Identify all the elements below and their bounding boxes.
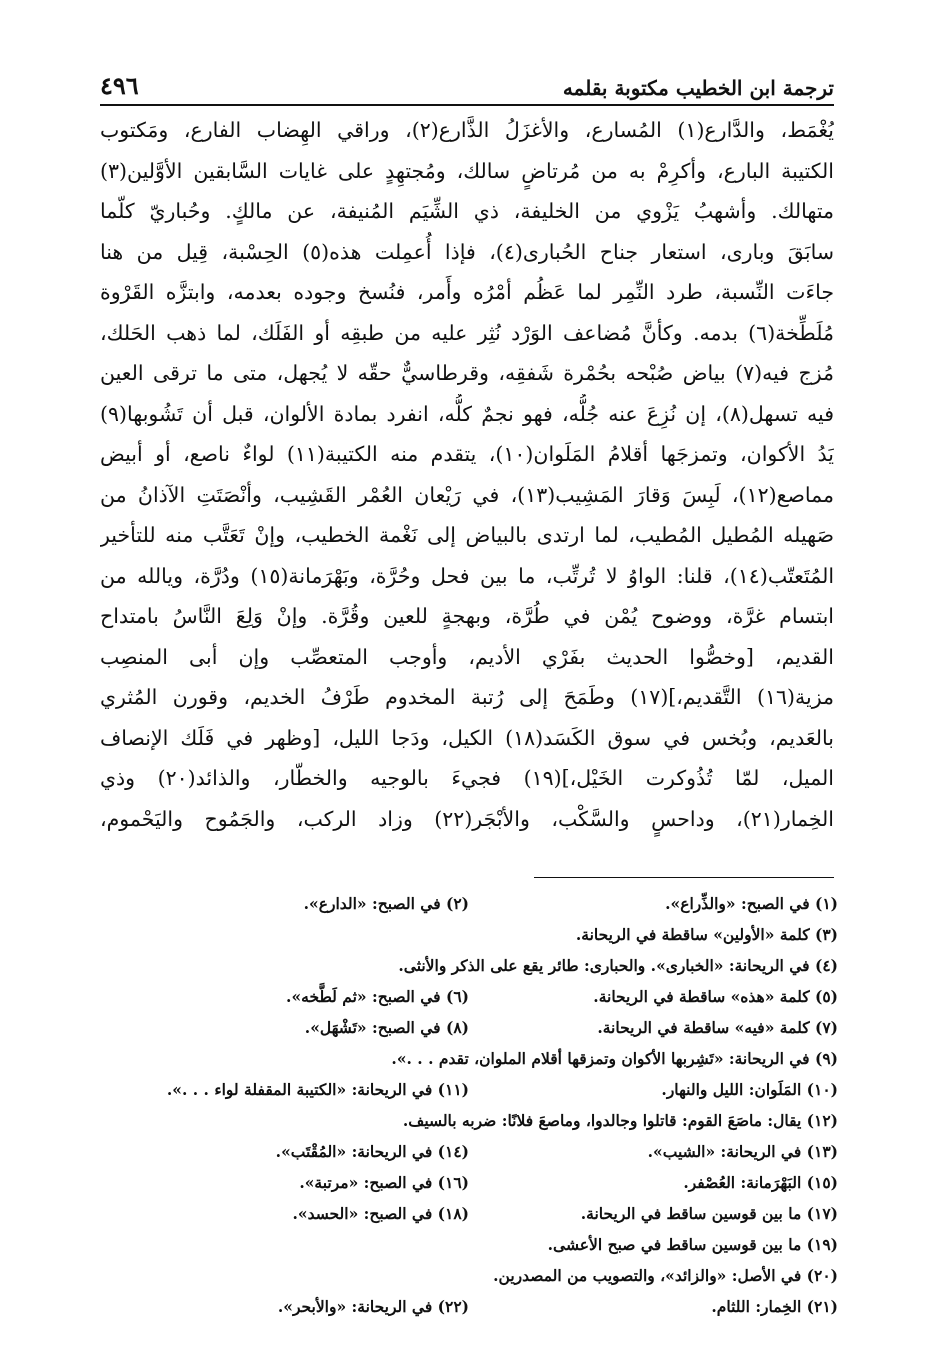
text-line: مُزج فيه(٧) بياض صُبْحه بحُمْرة شَفقِه، وقرطاسيٌّ حقّه لا يُجهل، متى ما ترقى العين [100,361,834,385]
footnote: (١٩) ما بين قوسين ساقط في صبح الأعشى. [547,1235,838,1254]
footnote: (٢٢) في الريحانة: «والأبحر». [277,1297,469,1316]
footnote-row [100,981,838,1012]
text-line: متهالك. وأشهبُ يَزْوي من الخليفة، ذي الشِّيَم المُنيفة، عن مالكٍ. وحُباريّ كلّما [100,199,834,223]
running-title: ترجمة ابن الخطيب مكتوبة بقلمه [562,76,834,100]
footnote: (٢١) الخِمار: اللثام. [711,1297,838,1316]
footnote-row [100,1291,838,1322]
footnote: (٦) في الصبح: «ثم لَطَّخه». [286,987,469,1006]
text-line: يُغْمَط، والدَّارع(١) المُسارع، والأغزَلُ الذَّارع(٢)، وراقي الهِضاب الفارع، ومَكتوب [100,118,834,142]
text-line: الخِمار(٢١)، وداحسٍ والسَّكْب، والأبْجَر(٢٢) وزاد الركب، والجَمُوح واليَحْموم، [100,806,834,831]
footnote: (٨) في الصبح: «تَشْهَل». [304,1018,469,1037]
footnote: (١٤) في الريحانة: «المُقْتَب». [275,1142,469,1161]
text-line: جاءَت النِّسبة، طرد النِّمِر لما عَظُم أمْرُه وأَمر، فنُسخ وجوده بعدمه، وابتزَّه القَرْوة [100,280,834,304]
footnote-row [100,1074,838,1105]
footnote: (١٥) البَهْرَمانة: العُصْفر. [683,1173,838,1192]
footnote: (١٢) يقال: ماصَعَ القوم: قاتلوا وجالدوا، وماصعَ فلانًا: ضربه بالسيف. [402,1111,838,1130]
footnote: (١١) في الريحانة: «الكتيبة المقفلة لواء . . .». [166,1080,469,1099]
text-line: يَدُ الأكوان، وتمزجَها أقلامُ المَلَوان(١٠)، يتقدم منه الكتيبة(١١) لواءٌ ناصع، أو أبيض [100,442,834,466]
footnote: (١) في الصبح: «والذِّراع». [665,894,838,913]
footnote-row [100,1105,838,1136]
footnote-row [100,950,838,981]
footnote-row [100,1260,838,1291]
footnote-row [100,1043,838,1074]
footnote-row [100,1012,838,1043]
footnote: (٥) كلمة «هذه» ساقطة في الريحانة. [593,987,838,1006]
page-number: ٤٩٦ [100,71,139,100]
footnotes [100,888,838,1322]
footnote: (١٠) المَلَوان: الليل والنهار. [661,1080,838,1099]
footnote-row [100,919,838,950]
footnote: (١٣) في الريحانة: «الشيب». [647,1142,838,1161]
footnote: (٩) في الريحانة: «تَشِربها الأكوان وتمزقها أقلام الملوان، تقدم . . .». [391,1049,838,1068]
footnote: (٢٠) في الأصل: «والزائد»، والتصويب من المصدرين. [493,1266,838,1285]
footnote: (٢) في الصبح: «الدارع». [303,894,469,913]
footnote: (١٦) في الصبح: «مرتبة». [299,1173,469,1192]
text-line: سابَقَ وبارى، استعار جناح الحُبارى(٤)، فإذا أُعمِلت هذه(٥) الحِسْبة، قِيل من هنا [100,239,834,264]
footnote-divider [534,877,834,878]
text-line: مُلَطِّخة(٦) بدمه. وكأنَّ مُضاعف الوَرْد نُثِر عليه من طبقِه أو الفَلَك، لما ذهب الحَلك، [100,320,834,345]
footnote-row [100,1229,838,1260]
footnote: (٤) في الريحانة: «الخبارى». والحبارى: طائر يقع على الذكر والأنثى. [398,956,838,975]
footnote: (٣) كلمة «الأولين» ساقطة في الريحانة. [575,925,838,944]
page-header [100,64,834,106]
text-line: مماصع(١٢)، لَبِسَ وَقارَ المَشِيب(١٣)، في رَيْعان العُمْر القَشِيب، وأنْصَتَتِ الآذانُ من [100,482,834,507]
text-line: ابتسام غرَّة، ووضوح يُمْن في طُرَّة، وبهجةٍ للعين وقُرَّة. وإنْ وَلِعَ النَّاسُ بامتداح [100,604,834,628]
footnote-row [100,1167,838,1198]
text-line: القديم، [وخصُّوا الحديث بفَرْي الأديم، وأوجب المتعصِّب وإن أبى المنصِب [100,644,834,669]
text-line: الكتيبة البارع، وأكرِمْ به من مُرتاضٍ سالك، ومُجتهِدٍ على غايات السَّابقين الأوَّلين(٣) [100,158,834,183]
footnote: (١٧) ما بين قوسين ساقط في الريحانة. [580,1204,838,1223]
footnote-row [100,888,838,919]
text-line: الميل، لمّا تُذُوكرت الخَيْل،](١٩) فجيءَ بالوجيه والخطّار، والذائد(٢٠) وذي [100,766,834,790]
text-line: مزية(١٦) التَّقديم،](١٧) وطَمَحَ إلى رُتبة المخدوم طَرْفُ الخديم، وقورن المُثري [100,685,834,709]
footnote-row [100,1136,838,1167]
text-line: صَهيله المُطيل المُطيب، لما ارتدى بالبياض إلى نَغْمة الخطيب، وإنْ تَعَتَّب منه للتأخير [100,523,834,547]
footnote: (١٨) في الصبح: «الحسد». [292,1204,469,1223]
text-line: بالعَديم، وبُخس في سوق الكَسَد(١٨) الكيل، ودَجا الليل، [وظهر في فَلَك الإنصاف [100,725,834,750]
text-line: فيه تسهل(٨)، إن نُزِعَ عنه جُلُّه، فهو نجمٌ كلُّه، انفرد بمادة الألوان، قبل أن تَشُوبها(٩) [100,401,834,426]
main-text [100,110,834,839]
text-line: المُتَعتّب(١٤)، قلنا: الواوُ لا تُرتِّب، ما بين فحل وحُرَّة، وبَهْرَمانة(١٥) ودُرَّة، ويالله من [100,563,834,588]
footnote: (٧) كلمة «فيه» ساقطة في الريحانة. [597,1018,838,1037]
footnote-row [100,1198,838,1229]
